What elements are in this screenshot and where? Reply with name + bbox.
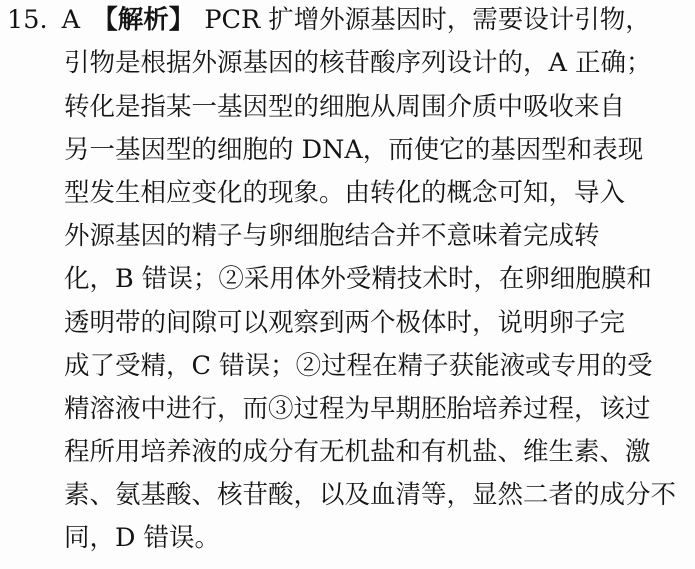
explanation-line: 精溶液中进行，而③过程为早期胚胎培养过程，该过 [64,394,651,424]
analysis-tag: 【解析】 [92,5,195,35]
explanation-line: 程所用培养液的成分有无机盐和有机盐、维生素、激 [64,437,651,467]
explanation-line: 外源基因的精子与卵细胞结合并不意味着完成转 [64,221,600,251]
explanation-line: 另一基因型的细胞的 DNA，而使它的基因型和表现 [64,135,644,165]
question-number: 15. [7,5,48,35]
explanation-line: 化，B 错误；②采用体外受精技术时，在卵细胞膜和 [64,264,652,294]
explanation-line [7,2,651,38]
explanation-line: 同，D 错误。 [64,523,221,553]
explanation-line: 透明带的间隙可以观察到两个极体时，说明卵子完 [64,308,626,338]
explanation-line: 成了受精，C 错误；②过程在精子获能液或专用的受 [64,351,653,381]
answer-choice: A [61,5,81,35]
explanation-text: PCR 扩增外源基因时，需要设计引物， [204,5,651,35]
explanation-line: 型发生相应变化的现象。由转化的概念可知，导入 [64,178,626,208]
explanation-line: 素、氨基酸、核苷酸，以及血清等，显然二者的成分不 [64,480,677,510]
explanation-line: 引物是根据外源基因的核苷酸序列设计的，A 正确； [64,48,652,78]
explanation-line: 转化是指某一基因型的细胞从周围介质中吸收来自 [64,92,626,122]
